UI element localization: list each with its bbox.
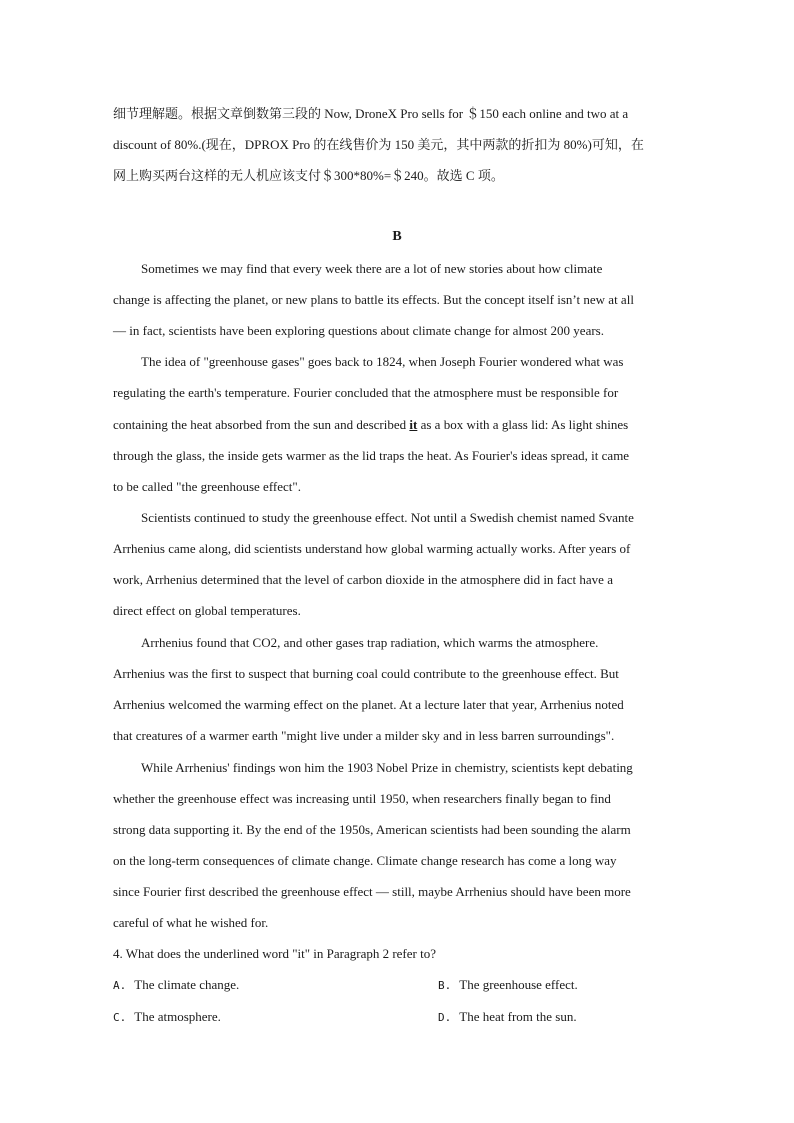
passage-text: containing the heat absorbed from the sun and described: [113, 417, 410, 432]
explanation-line-3: 网上购买两台这样的无人机应该支付＄300*80%=＄240。故选 C 项。: [113, 168, 504, 183]
passage-line: regulating the earth's temperature. Fourier concluded that the atmosphere must be responsible for: [113, 385, 619, 400]
option-a[interactable]: [113, 977, 239, 994]
passage-line: Arrhenius found that CO2, and other gases trap radiation, which warms the atmosphere.: [141, 635, 599, 650]
passage-line: whether the greenhouse effect was increasing until 1950, when researchers finally began to find: [113, 791, 611, 806]
option-label: A.: [113, 979, 127, 992]
passage-line: Scientists continued to study the greenhouse effect. Not until a Swedish chemist named Svante: [141, 510, 634, 525]
option-text: The climate change.: [134, 977, 240, 992]
passage-line: since Fourier first described the greenhouse effect — still, maybe Arrhenius should have been more: [113, 884, 631, 899]
passage-line: Arrhenius welcomed the warming effect on the planet. At a lecture later that year, Arrhenius noted: [113, 697, 624, 712]
passage-line: strong data supporting it. By the end of the 1950s, American scientists had been sounding the alarm: [113, 822, 631, 837]
explanation-line-2: discount of 80%.(现在，DPROX Pro 的在线售价为 150 美元，其中两款的折扣为 80%)可知，在: [113, 137, 644, 152]
option-c[interactable]: [113, 1009, 221, 1026]
passage-line: careful of what he wished for.: [113, 915, 269, 930]
option-b[interactable]: [438, 977, 578, 994]
passage-line: to be called "the greenhouse effect".: [113, 479, 301, 494]
option-text: The atmosphere.: [134, 1009, 221, 1024]
option-text: The heat from the sun.: [459, 1009, 577, 1024]
passage-line: direct effect on global temperatures.: [113, 603, 301, 618]
passage-line: The idea of "greenhouse gases" goes back to 1824, when Joseph Fourier wondered what was: [141, 354, 624, 369]
passage-line: through the glass, the inside gets warmer as the lid traps the heat. As Fourier's ideas spread, it came: [113, 448, 630, 463]
option-label: D.: [438, 1011, 452, 1024]
option-label: C.: [113, 1011, 127, 1024]
passage-text: as a box with a glass lid: As light shines: [417, 417, 629, 432]
passage-line: — in fact, scientists have been exploring questions about climate change for almost 200 years.: [113, 323, 604, 338]
underlined-word: it: [409, 417, 418, 432]
explanation-line-1: 细节理解题。根据文章倒数第三段的 Now, DroneX Pro sells for ＄150 each online and two at a: [113, 106, 629, 121]
option-label: B.: [438, 979, 452, 992]
passage-line: on the long-term consequences of climate change. Climate change research has come a long way: [113, 853, 617, 868]
passage-line: While Arrhenius' findings won him the 1903 Nobel Prize in chemistry, scientists kept debating: [141, 760, 633, 775]
option-text: The greenhouse effect.: [459, 977, 578, 992]
passage-line: Arrhenius came along, did scientists understand how global warming actually works. After years of: [113, 541, 631, 556]
passage-line: change is affecting the planet, or new plans to battle its effects. But the concept itself isn’t new at all: [113, 292, 634, 307]
question-stem: 4. What does the underlined word "it" in Paragraph 2 refer to?: [113, 946, 436, 961]
option-d[interactable]: [438, 1009, 577, 1026]
passage-line: Arrhenius was the first to suspect that burning coal could contribute to the greenhouse effect. But: [113, 666, 619, 681]
passage-line: work, Arrhenius determined that the level of carbon dioxide in the atmosphere did in fact have a: [113, 572, 613, 587]
passage-line: that creatures of a warmer earth "might live under a milder sky and in less barren surroundings".: [113, 728, 615, 743]
passage-line: Sometimes we may find that every week there are a lot of new stories about how climate: [141, 261, 603, 276]
section-title: B: [392, 229, 402, 244]
passage-line: [113, 417, 628, 433]
